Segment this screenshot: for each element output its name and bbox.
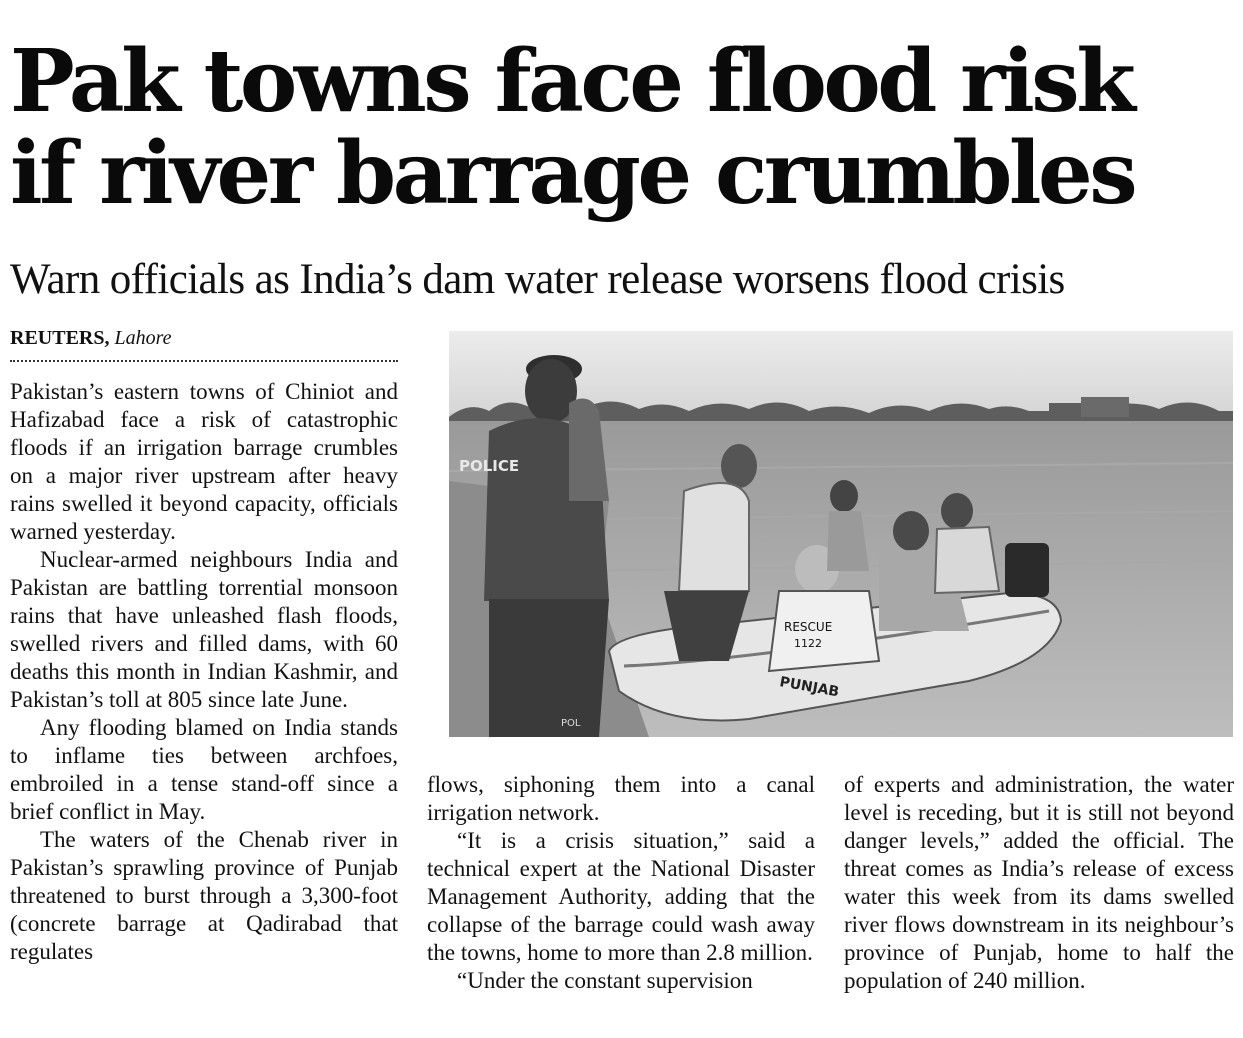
- news-photo: [449, 331, 1233, 737]
- paragraph: “It is a crisis situation,” said a technical expert at the National Disaster Management Authority, adding that the collapse of the barrage could wash away the towns, home to more than 2.8 million.: [427, 828, 815, 965]
- paragraph: flows, siphoning them into a canal irrigation network.: [427, 772, 815, 825]
- byline-agency: REUTERS,: [10, 327, 110, 349]
- headline: [10, 31, 1235, 224]
- article-column-2: [427, 771, 815, 995]
- paragraph: Pakistan’s eastern towns of Chiniot and Hafizabad face a risk of catastrophic floods if an irrigation barrage crumbles on a major river upstream after heavy rains swelled it beyond capacity, officials warned yesterday.: [10, 379, 398, 544]
- byline-divider: [10, 360, 398, 362]
- headline-line-1: Pak towns face flood risk: [10, 31, 1133, 132]
- subheadline: Warn officials as India’s dam water release worsens flood crisis: [10, 256, 1065, 303]
- article-column-1: [10, 378, 398, 966]
- rescue-jacket-label: RESCUE: [784, 620, 833, 634]
- police-vest-label: POLICE: [459, 457, 520, 475]
- rescue-jacket-number: 1122: [794, 637, 822, 650]
- paragraph: of experts and administration, the water level is receding, but it is still not beyond danger levels,” added the official. The threat comes as India’s release of excess water this week from its dams swelled river flows downstream in its neighbour’s province of Punjab, home to half the population of 240 million.: [844, 772, 1234, 993]
- paragraph: Any flooding blamed on India stands to inflame ties between archfoes, embroiled in a tense stand-off since a brief conflict in May.: [10, 715, 398, 824]
- paragraph: “Under the constant supervision: [457, 968, 753, 993]
- outboard-motor: [1005, 543, 1049, 597]
- article-column-3: [844, 771, 1234, 995]
- paragraph: The waters of the Chenab river in Pakistan’s sprawling province of Punjab threatened to burst through a 3,300-foot (concrete barrage at Qadirabad that regulates: [10, 827, 398, 964]
- headline-line-2: if river barrage crumbles: [10, 123, 1135, 224]
- byline-place: Lahore: [114, 327, 172, 349]
- flood-rescue-photo: [449, 331, 1233, 737]
- boat-label: PUNJAB: [778, 674, 841, 701]
- leg-label: POL: [561, 718, 581, 729]
- distant-building: [1081, 397, 1129, 417]
- byline: [10, 325, 398, 351]
- paragraph: Nuclear-armed neighbours India and Pakistan are battling torrential monsoon rains that have unleashed flash floods, swelled rivers and filled dams, with 60 deaths this month in Indian Kashmir, and Pakistan’s toll at 805 since late June.: [10, 547, 398, 712]
